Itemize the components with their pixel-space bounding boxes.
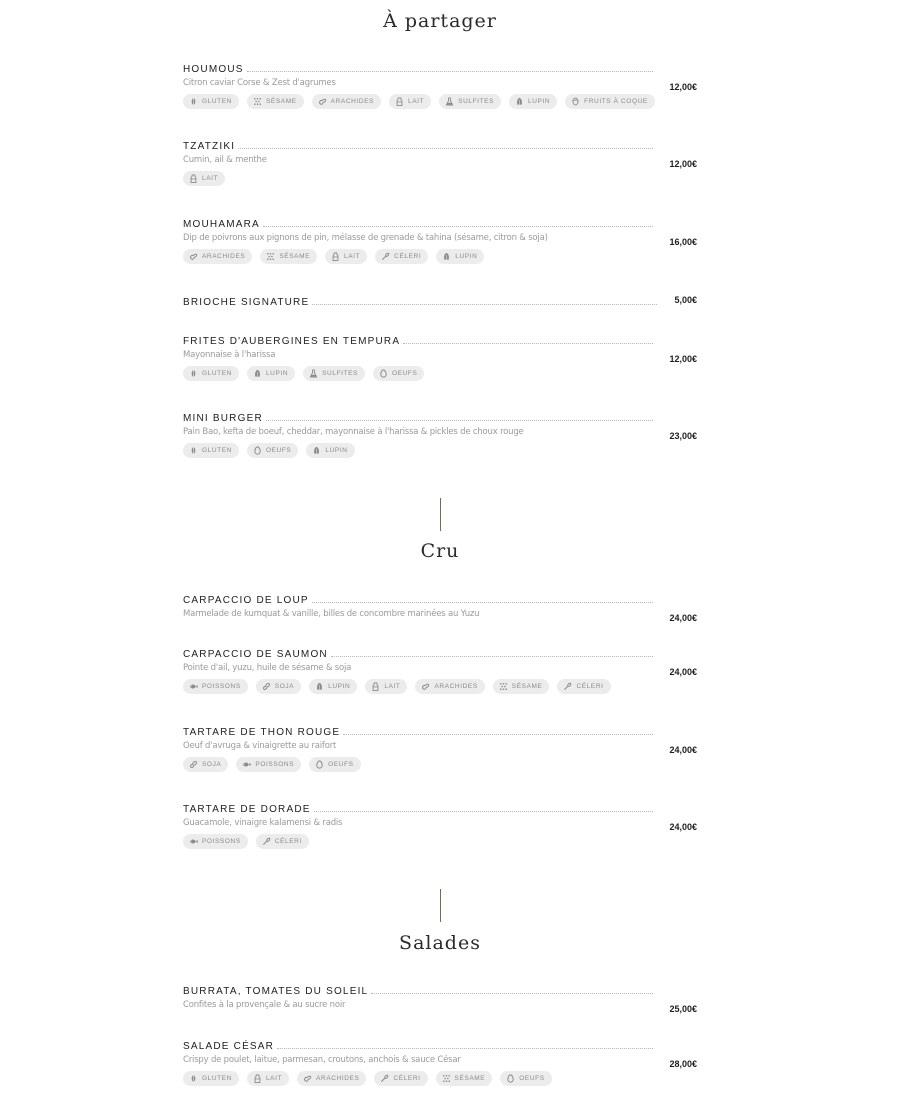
item-description: Oeuf d'avruga & vinaigrette au raifort — [183, 741, 337, 751]
allergen-tag-milk — [365, 679, 407, 694]
allergen-tag-egg — [373, 366, 424, 381]
egg-icon — [253, 446, 262, 455]
dot-leader — [403, 342, 653, 344]
soy-icon — [262, 682, 271, 691]
celery-icon — [563, 682, 572, 691]
dot-leader — [312, 303, 657, 305]
allergen-label: POISSONS — [202, 683, 241, 690]
allergen-tag-sulfites — [303, 366, 365, 381]
allergen-label: CÉLERI — [274, 838, 302, 845]
allergen-label: LAIT — [408, 98, 425, 105]
menu-item-header — [183, 724, 655, 738]
menu-item-header — [183, 333, 655, 347]
allergen-label: OEUFS — [392, 370, 418, 377]
menu-item-mouhamara — [183, 216, 697, 264]
dot-leader — [331, 655, 653, 657]
allergen-label: CÉLERI — [393, 1075, 421, 1082]
allergen-tag-celery — [375, 249, 428, 264]
item-price: 25,00€ — [669, 1004, 697, 1014]
allergen-list — [183, 834, 697, 849]
section-title: Salades — [399, 932, 481, 954]
allergen-tag-nuts — [565, 94, 655, 109]
peanut-icon — [318, 97, 327, 106]
allergen-tag-fish — [183, 834, 248, 849]
allergen-label: LAIT — [202, 175, 219, 182]
menu-item-tzatziki — [183, 138, 697, 186]
allergen-label: ARACHIDES — [316, 1075, 360, 1082]
item-price: 12,00€ — [669, 354, 697, 364]
peanut-icon — [421, 682, 430, 691]
allergen-tag-sesame — [247, 94, 304, 109]
allergen-label: ARACHIDES — [202, 253, 246, 260]
item-description: Citron caviar Corse & Zest d'agrumes — [183, 78, 336, 88]
item-name: FRITES D'AUBERGINES EN TEMPURA — [183, 336, 401, 347]
sesame-icon — [499, 682, 508, 691]
soy-icon — [189, 760, 198, 769]
allergen-tag-peanut — [415, 679, 484, 694]
item-price: 24,00€ — [669, 667, 697, 677]
allergen-tag-egg — [309, 757, 360, 772]
menu-item-burrata-tomates-du-soleil — [183, 983, 697, 1014]
allergen-tag-milk — [325, 249, 367, 264]
allergen-tag-egg — [500, 1071, 551, 1086]
allergen-tag-lupin — [309, 679, 357, 694]
item-name: BURRATA, TOMATES DU SOLEIL — [183, 986, 369, 997]
gluten-icon — [189, 1074, 198, 1083]
allergen-tag-gluten — [183, 94, 239, 109]
allergen-tag-milk — [247, 1071, 289, 1086]
allergen-label: SOJA — [274, 683, 295, 690]
item-description: Marmelade de kumquat & vanille, billes de concombre marinées au Yuzu — [183, 609, 480, 619]
allergen-label: GLUTEN — [202, 447, 232, 454]
menu-item-header — [183, 216, 655, 230]
allergen-tag-celery — [374, 1071, 427, 1086]
allergen-label: GLUTEN — [202, 370, 232, 377]
allergen-list — [183, 249, 697, 264]
allergen-label: GLUTEN — [202, 98, 232, 105]
fish-icon — [189, 682, 198, 691]
item-name: CARPACCIO DE LOUP — [183, 595, 309, 606]
allergen-tag-sesame — [493, 679, 550, 694]
allergen-tag-gluten — [183, 443, 239, 458]
allergen-list — [183, 757, 697, 772]
dot-leader — [277, 1047, 653, 1049]
item-name: CARPACCIO DE SAUMON — [183, 649, 328, 660]
allergen-tag-fish — [183, 679, 248, 694]
allergen-list — [183, 171, 697, 186]
allergen-list — [183, 1071, 697, 1086]
allergen-label: ARACHIDES — [330, 98, 374, 105]
dot-leader — [266, 419, 653, 421]
allergen-tag-sesame — [260, 249, 317, 264]
item-price: 12,00€ — [669, 82, 697, 92]
item-description: Guacamole, vinaigre kalamensi & radis — [183, 818, 343, 828]
allergen-label: FRUITS À COQUE — [584, 98, 648, 105]
lupin-icon — [312, 446, 321, 455]
egg-icon — [506, 1074, 515, 1083]
sesame-icon — [266, 252, 275, 261]
celery-icon — [262, 837, 271, 846]
fish-icon — [189, 837, 198, 846]
menu-item-mini-burger — [183, 410, 697, 458]
item-price: 12,00€ — [669, 159, 697, 169]
item-name: TZATZIKI — [183, 141, 236, 152]
gluten-icon — [189, 369, 198, 378]
item-description: Pointe d'ail, yuzu, huile de sésame & soja — [183, 663, 352, 673]
section-divider — [440, 498, 441, 531]
allergen-tag-lupin — [436, 249, 484, 264]
allergen-label: CÉLERI — [394, 253, 422, 260]
item-name: MINI BURGER — [183, 413, 263, 424]
allergen-label: SÉSAME — [279, 253, 311, 260]
item-description: Crispy de poulet, laitue, parmesan, croutons, anchois & sauce César — [183, 1055, 461, 1065]
allergen-label: LUPIN — [528, 98, 551, 105]
allergen-label: OEUFS — [265, 447, 292, 454]
dot-leader — [238, 147, 653, 149]
allergen-tag-egg — [247, 443, 298, 458]
allergen-label: SULFITES — [322, 370, 358, 377]
allergen-tag-gluten — [183, 1071, 239, 1086]
allergen-list — [183, 679, 697, 694]
menu-item-header — [183, 983, 655, 997]
allergen-tag-lupin — [306, 443, 354, 458]
menu-item-header — [183, 61, 655, 75]
menu-item-header — [183, 646, 655, 660]
allergen-tag-lupin — [509, 94, 557, 109]
dot-leader — [371, 992, 653, 994]
allergen-tag-sulfites — [439, 94, 501, 109]
section-title: À partager — [383, 10, 497, 32]
allergen-label: LUPIN — [325, 447, 348, 454]
allergen-label: ARACHIDES — [434, 683, 478, 690]
item-description: Mayonnaise à l'harissa — [183, 350, 276, 360]
menu-item-salade-cesar — [183, 1038, 697, 1086]
menu-item-frites-d-aubergines-en-tempura — [183, 333, 697, 381]
allergen-label: POISSONS — [255, 761, 295, 768]
allergen-tag-sesame — [436, 1071, 493, 1086]
item-description: Cumin, ail & menthe — [183, 155, 267, 165]
menu-item-header — [183, 801, 655, 815]
allergen-list — [183, 94, 697, 109]
allergen-tag-peanut — [297, 1071, 366, 1086]
allergen-label: LAIT — [384, 683, 401, 690]
dot-leader — [247, 70, 653, 72]
item-price: 5,00€ — [674, 295, 697, 305]
item-price: 28,00€ — [669, 1059, 697, 1069]
allergen-tag-milk — [389, 94, 431, 109]
dot-leader — [312, 601, 653, 603]
gluten-icon — [189, 97, 198, 106]
item-name: MOUHAMARA — [183, 219, 260, 230]
allergen-list — [183, 443, 697, 458]
item-price: 23,00€ — [669, 431, 697, 441]
gluten-icon — [189, 446, 198, 455]
allergen-tag-peanut — [312, 94, 381, 109]
item-name: TARTARE DE THON ROUGE — [183, 727, 341, 738]
item-price: 24,00€ — [669, 745, 697, 755]
menu-item-houmous — [183, 61, 697, 109]
allergen-label: OEUFS — [519, 1075, 545, 1082]
milk-icon — [189, 174, 198, 183]
menu-item-header — [183, 410, 655, 424]
milk-icon — [395, 97, 404, 106]
sulfites-icon — [445, 97, 454, 106]
lupin-icon — [315, 682, 324, 691]
allergen-tag-celery — [256, 834, 309, 849]
menu-item-header — [183, 1038, 655, 1052]
item-name: BRIOCHE SIGNATURE — [183, 297, 310, 308]
allergen-label: POISSONS — [202, 838, 241, 845]
allergen-list — [183, 366, 697, 381]
egg-icon — [315, 760, 324, 769]
peanut-icon — [303, 1074, 312, 1083]
item-price: 16,00€ — [669, 237, 697, 247]
allergen-label: GLUTEN — [202, 1075, 232, 1082]
allergen-label: SÉSAME — [265, 98, 297, 105]
allergen-label: CÉLERI — [576, 683, 604, 690]
allergen-label: LUPIN — [455, 253, 478, 260]
allergen-label: SÉSAME — [454, 1075, 486, 1082]
nuts-icon — [571, 97, 580, 106]
menu-item-tartare-de-thon-rouge — [183, 724, 697, 772]
item-price: 24,00€ — [669, 613, 697, 623]
allergen-label: SOJA — [202, 761, 222, 768]
allergen-label: SÉSAME — [511, 683, 543, 690]
allergen-label: LUPIN — [265, 370, 289, 377]
allergen-tag-peanut — [183, 249, 252, 264]
menu-item-header — [183, 138, 655, 152]
item-description: Dip de poivrons aux pignons de pin, mélasse de grenade & tahina (sésame, citron & soja) — [183, 233, 548, 243]
allergen-label: SULFITES — [458, 98, 495, 105]
egg-icon — [379, 369, 388, 378]
celery-icon — [381, 252, 390, 261]
milk-icon — [371, 682, 380, 691]
menu-item-carpaccio-de-loup — [183, 592, 697, 623]
menu-item-tartare-de-dorade — [183, 801, 697, 849]
dot-leader — [314, 810, 653, 812]
sesame-icon — [442, 1074, 451, 1083]
item-name: HOUMOUS — [183, 64, 244, 75]
allergen-tag-soy — [256, 679, 301, 694]
item-description: Confites à la provençale & au sucre noir — [183, 1000, 346, 1010]
lupin-icon — [515, 97, 524, 106]
allergen-tag-celery — [557, 679, 610, 694]
peanut-icon — [189, 252, 198, 261]
fish-icon — [242, 760, 251, 769]
allergen-tag-fish — [236, 757, 301, 772]
item-name: TARTARE DE DORADE — [183, 804, 311, 815]
allergen-tag-milk — [183, 171, 225, 186]
allergen-tag-gluten — [183, 366, 239, 381]
lupin-icon — [442, 252, 451, 261]
allergen-label: LUPIN — [328, 683, 351, 690]
sulfites-icon — [309, 369, 318, 378]
item-name: SALADE CÉSAR — [183, 1041, 275, 1052]
allergen-label: LAIT — [344, 253, 361, 260]
menu-item-header — [183, 294, 659, 308]
item-description: Pain Bao, kefta de boeuf, cheddar, mayonnaise à l'harissa & pickles de choux rouge — [183, 427, 524, 437]
milk-icon — [253, 1074, 262, 1083]
allergen-tag-soy — [183, 757, 228, 772]
dot-leader — [263, 225, 653, 227]
allergen-label: OEUFS — [328, 761, 354, 768]
allergen-label: LAIT — [265, 1075, 283, 1082]
lupin-icon — [253, 369, 262, 378]
menu-item-carpaccio-de-saumon — [183, 646, 697, 694]
menu-item-header — [183, 592, 655, 606]
celery-icon — [380, 1074, 389, 1083]
dot-leader — [343, 733, 653, 735]
section-divider — [440, 889, 441, 922]
allergen-tag-lupin — [247, 366, 295, 381]
section-title: Cru — [420, 540, 460, 562]
sesame-icon — [253, 97, 262, 106]
menu-item-brioche-signature — [183, 294, 697, 308]
milk-icon — [331, 252, 340, 261]
item-price: 24,00€ — [669, 822, 697, 832]
